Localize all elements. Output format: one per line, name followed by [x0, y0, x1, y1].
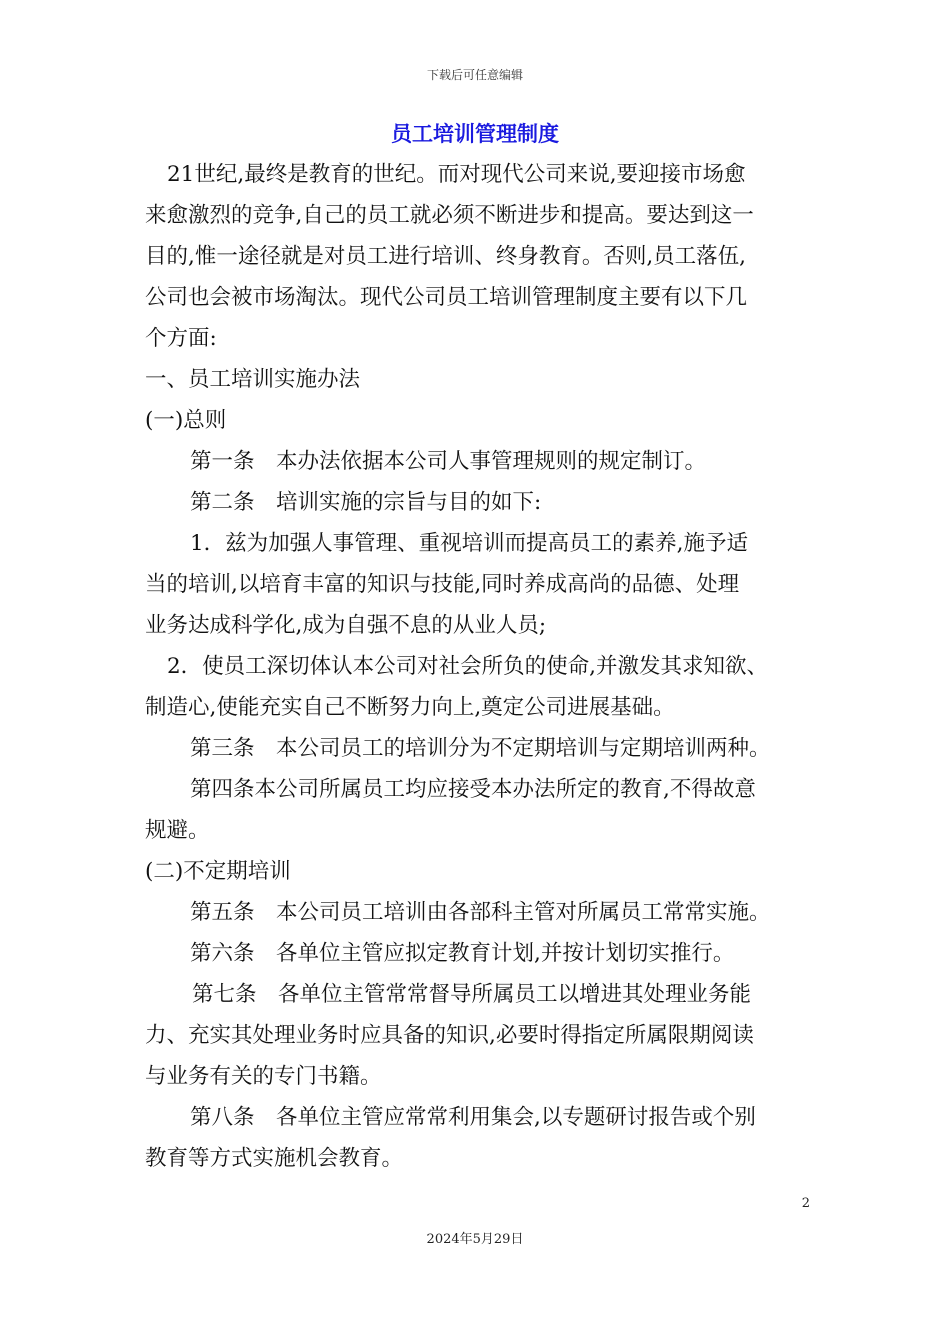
paragraph-line: 第一条 本办法依据本公司人事管理规则的规定制订。: [190, 449, 707, 474]
paragraph-line: 第四条本公司所属员工均应接受本办法所定的教育,不得故意: [190, 777, 756, 802]
paragraph-line: 与业务有关的专门书籍。: [145, 1064, 382, 1089]
paragraph-line: 21世纪,最终是教育的世纪。而对现代公司来说,要迎接市场愈: [167, 162, 746, 187]
paragraph-line: 来愈激烈的竞争,自己的员工就必须不断进步和提高。要达到这一: [145, 203, 754, 228]
page-header: 下载后可任意编辑: [426, 68, 523, 82]
paragraph-line: 1．兹为加强人事管理、重视培训而提高员工的素养,施予适: [190, 531, 749, 556]
document-title: 员工培训管理制度: [391, 122, 559, 146]
paragraph-line: 制造心,使能充实自己不断努力向上,奠定公司进展基础。: [145, 695, 675, 720]
paragraph-line: 第八条 各单位主管应常常利用集会,以专题研讨报告或个别: [190, 1105, 756, 1130]
paragraph-line: 第五条 本公司员工培训由各部科主管对所属员工常常实施。: [190, 900, 771, 925]
paragraph-line: 规避。: [145, 818, 210, 843]
paragraph-line: 第三条 本公司员工的培训分为不定期培训与定期培训两种。: [190, 736, 771, 761]
paragraph-line: 公司也会被市场淘汰。现代公司员工培训管理制度主要有以下几: [145, 285, 748, 310]
document-body: [145, 154, 813, 1179]
paragraph-line: 个方面:: [145, 326, 217, 351]
paragraph-line: 力、充实其处理业务时应具备的知识,必要时得指定所属限期阅读: [145, 1023, 754, 1048]
page-number: 2: [801, 1196, 810, 1211]
paragraph-line: 一、员工培训实施办法: [145, 367, 361, 392]
paragraph-line: 业务达成科学化,成为自强不息的从业人员;: [145, 613, 547, 638]
paragraph-line: 目的,惟一途径就是对员工进行培训、终身教育。否则,员工落伍,: [145, 244, 747, 269]
paragraph-line: 当的培训,以培育丰富的知识与技能,同时养成高尚的品德、处理: [145, 572, 740, 597]
paragraph-line: 第二条 培训实施的宗旨与目的如下:: [190, 490, 542, 515]
paragraph-line: 教育等方式实施机会教育。: [145, 1146, 404, 1171]
paragraph-line: 第七条 各单位主管常常督导所属员工以增进其处理业务能: [192, 982, 752, 1007]
paragraph-line: 第六条 各单位主管应拟定教育计划,并按计划切实推行。: [190, 941, 735, 966]
paragraph-line: (二)不定期培训: [145, 859, 291, 884]
page-footer-date: 2024年5月29日: [426, 1232, 524, 1247]
paragraph-line: (一)总则: [145, 408, 227, 433]
paragraph-line: 2．使员工深切体认本公司对社会所负的使命,并激发其求知欲、: [167, 654, 769, 679]
